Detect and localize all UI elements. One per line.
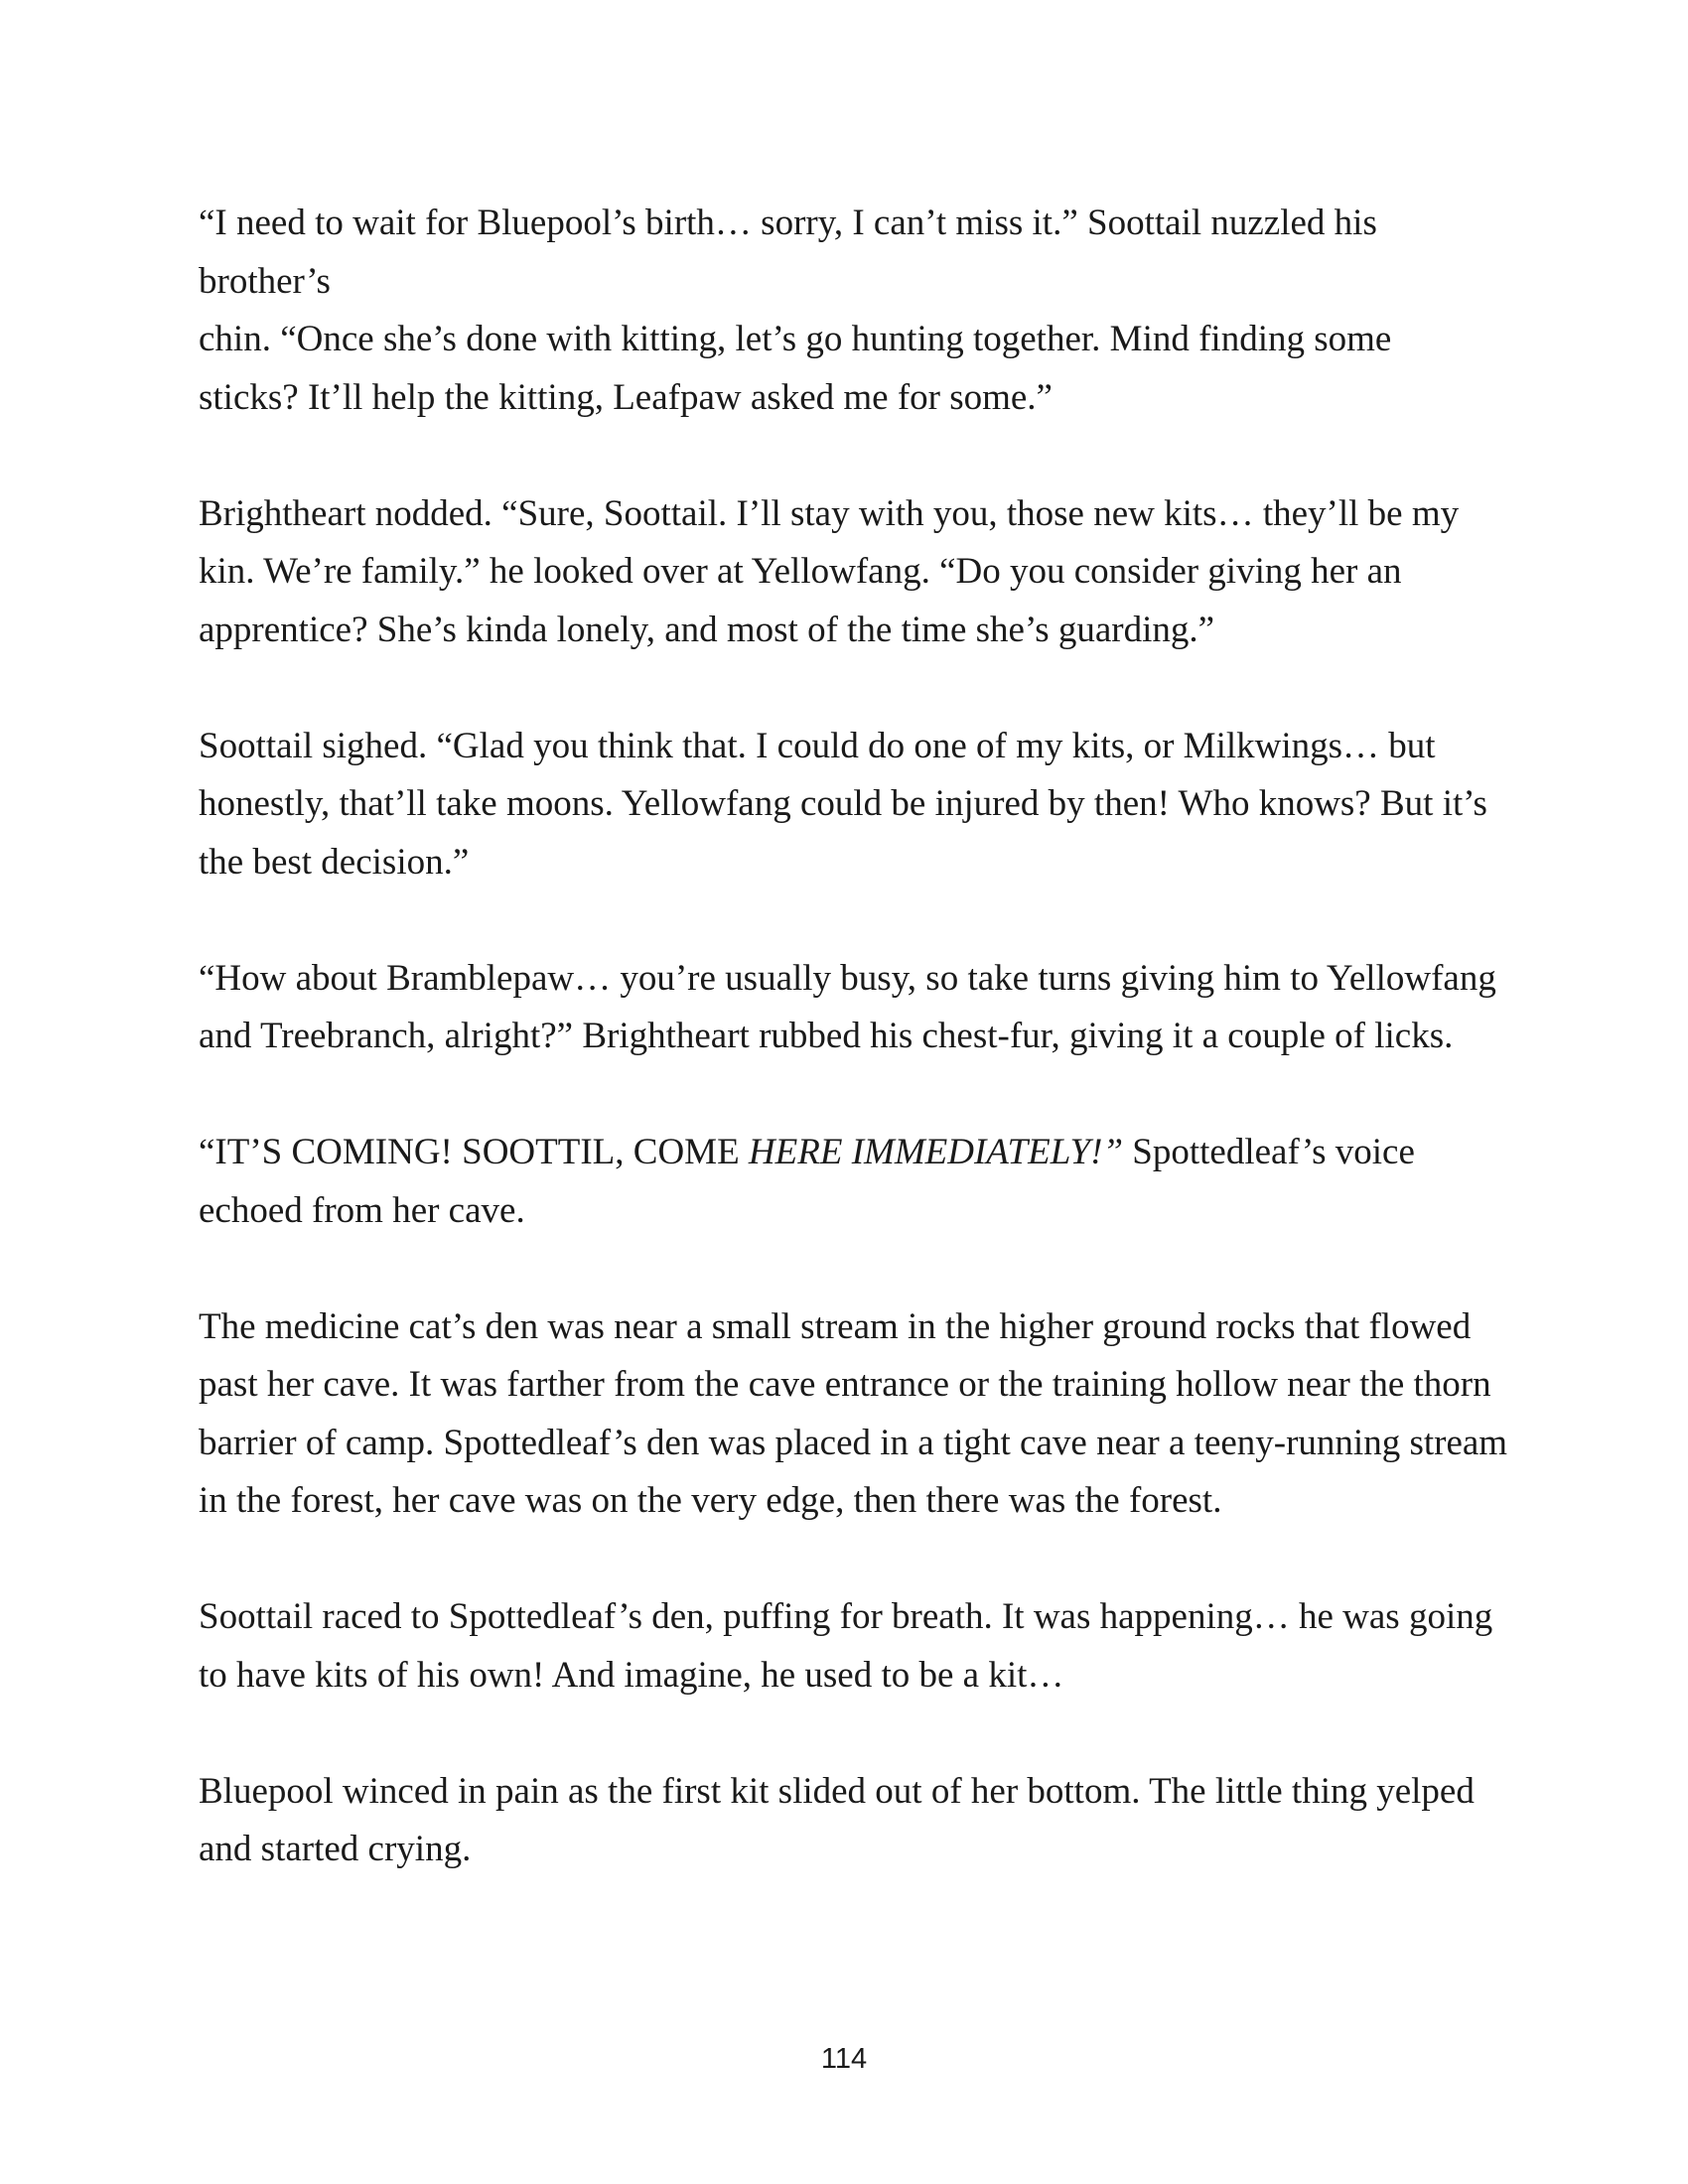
shout-text-continued: Spottedleaf’s voice echoed from her cave. (199, 1132, 1415, 1231)
shout-text: “IT’S COMING! SOOTTIL, COME (199, 1132, 749, 1172)
paragraph-1: “I need to wait for Bluepool’s birth… sorry, I can’t miss it.” Soottail nuzzled his brother’s chin. “Once she’s done with kitting, let’s go hunting together. Mind finding some sticks? It’ll help the kitting, Leafpaw asked me for some.” (199, 203, 1392, 418)
paragraph-2: Brightheart nodded. “Sure, Soottail. I’ll stay with you, those new kits… they’ll be my kin. We’re family.” he looked over at Yellowfang. “Do you consider giving her an apprentice? She’s kinda lonely, and most of the time she’s guarding.” (199, 492, 1460, 650)
paragraph-7: Soottail raced to Spottedleaf’s den, puffing for breath. It was happening… he was going to have kits of his own! And imagine, he used to be a kit… (199, 1596, 1493, 1696)
paragraph-6: The medicine cat’s den was near a small stream in the higher ground rocks that flowed past her cave. It was farther from the cave entrance or the training hollow near the thorn barrier of camp. Spottedleaf’s den was placed in a tight cave near a teeny-running stream in the forest, her cave was on the very edge, then there was the forest. (199, 1305, 1508, 1521)
body-text (199, 195, 1509, 1937)
page-number: 114 (820, 2043, 868, 2075)
paragraph-5 (199, 1124, 1509, 1240)
paragraph-4: “How about Bramblepaw… you’re usually busy, so take turns giving him to Yellowfang and Treebranch, alright?” Brightheart rubbed his chest-fur, giving it a couple of licks. (199, 957, 1496, 1056)
paragraph-3: Soottail sighed. “Glad you think that. I could do one of my kits, or Milkwings… but honestly, that’ll take moons. Yellowfang could be injured by then! Who knows? But it’s the best decision.” (199, 725, 1487, 883)
paragraph-8: Bluepool winced in pain as the first kit slided out of her bottom. The little thing yelped and started crying. (199, 1770, 1475, 1869)
shout-italic-text: HERE IMMEDIATELY!” (748, 1132, 1124, 1172)
